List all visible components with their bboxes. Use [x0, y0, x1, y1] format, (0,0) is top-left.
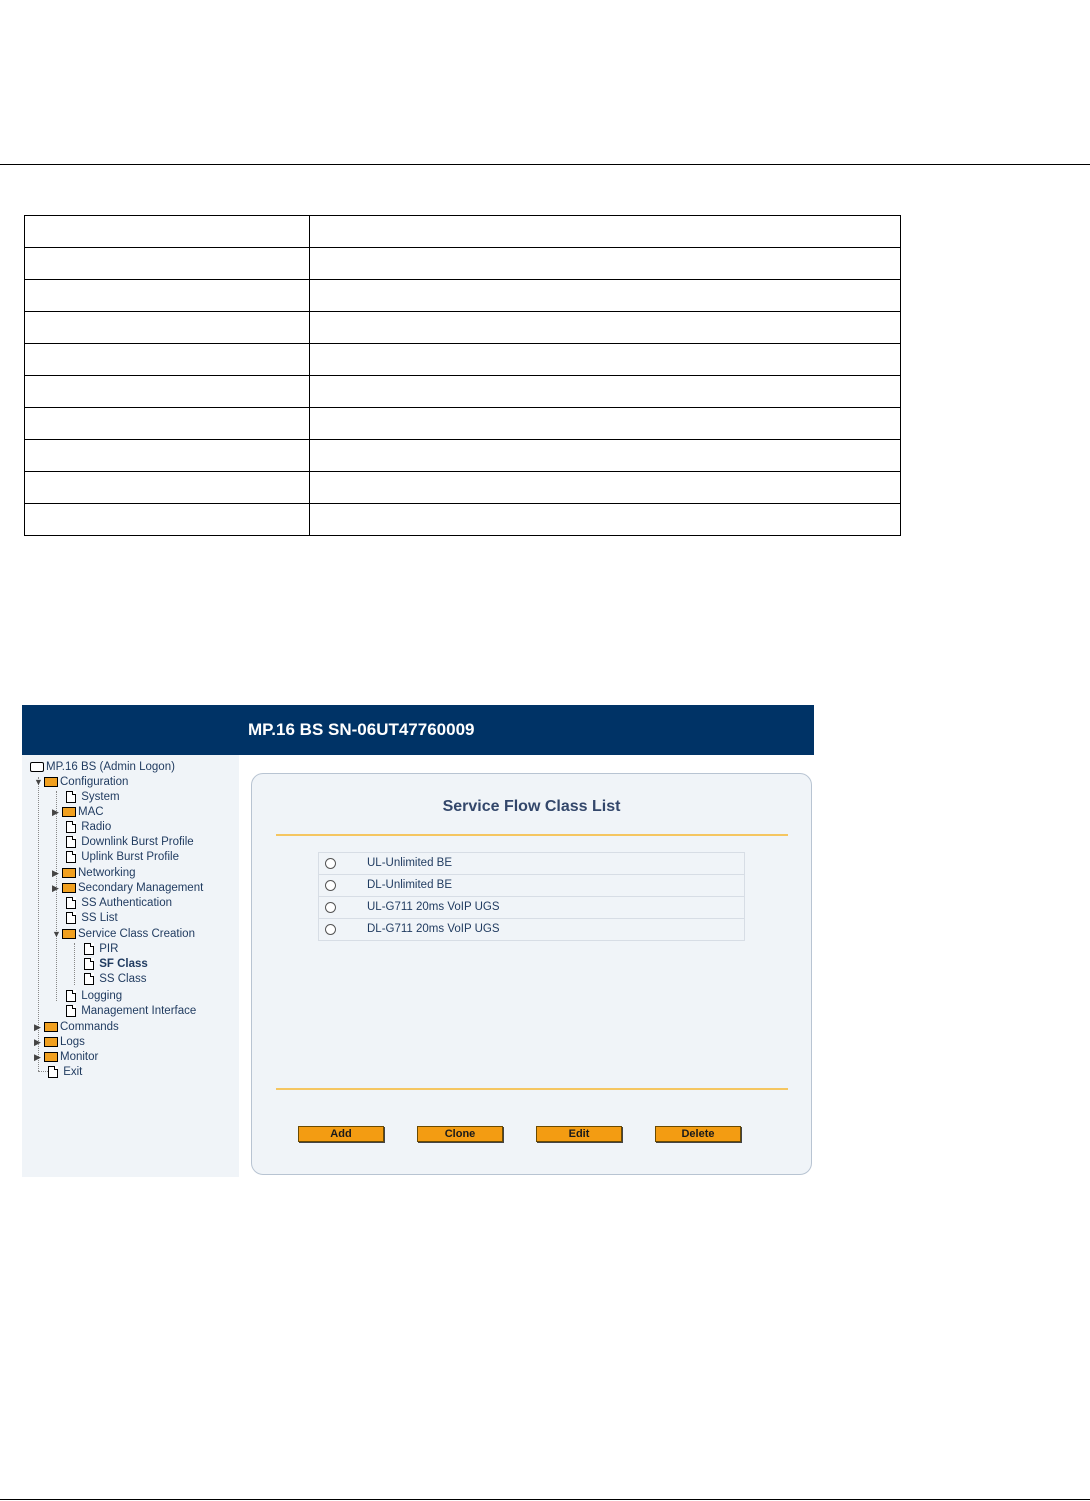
- tree-item-configuration[interactable]: [34, 775, 128, 789]
- footer-rule: [0, 1499, 1090, 1500]
- document-icon: [66, 897, 76, 909]
- radio-button[interactable]: [325, 924, 336, 935]
- radio-button[interactable]: [325, 880, 336, 891]
- divider: [276, 834, 788, 836]
- tree-item-uplink-burst-profile[interactable]: [66, 850, 179, 864]
- table-row: [25, 344, 901, 376]
- tree-item-label: System: [81, 791, 120, 803]
- service-flow-class-list: [318, 852, 745, 941]
- delete-button[interactable]: Delete: [655, 1126, 741, 1142]
- tree-item-ss-authentication[interactable]: [66, 896, 172, 910]
- tree-item-label: Networking: [78, 867, 136, 880]
- tree-item-label: Service Class Creation: [78, 928, 195, 941]
- document-icon: [84, 943, 94, 955]
- expanded-arrow-icon: ▼: [34, 777, 43, 787]
- document-icon: [66, 821, 76, 833]
- folder-icon: [62, 883, 76, 893]
- tree-item-label: SS List: [81, 912, 118, 924]
- table-cell: [310, 440, 901, 472]
- banner-title: MP.16 BS SN-06UT47760009: [248, 720, 475, 739]
- table-cell: [25, 216, 310, 248]
- collapsed-arrow-icon: ▶: [52, 883, 59, 893]
- list-item[interactable]: [318, 852, 745, 874]
- folder-icon: [62, 868, 76, 878]
- tree-item-label: Monitor: [60, 1051, 99, 1064]
- tree-root-label: MP.16 BS (Admin Logon): [46, 761, 175, 773]
- radio-button[interactable]: [325, 902, 336, 913]
- computer-icon: [30, 762, 44, 772]
- collapsed-arrow-icon: ▶: [34, 1037, 41, 1047]
- tree-item-label: Uplink Burst Profile: [81, 851, 179, 863]
- document-icon: [48, 1066, 58, 1078]
- tree-item-radio[interactable]: [66, 820, 111, 834]
- app-banner: [22, 705, 814, 755]
- tree-item-ss-list[interactable]: [66, 911, 118, 925]
- document-icon: [66, 1005, 76, 1017]
- collapsed-arrow-icon: ▶: [52, 868, 59, 878]
- collapsed-arrow-icon: ▶: [34, 1022, 41, 1032]
- table-row: [25, 408, 901, 440]
- table-row: [25, 504, 901, 536]
- document-icon: [66, 912, 76, 924]
- table-cell: [25, 376, 310, 408]
- folder-icon: [44, 1037, 58, 1047]
- tree-item-label: SF Class: [99, 958, 148, 970]
- list-item-label: DL-Unlimited BE: [367, 879, 452, 891]
- header-rule: [0, 164, 1090, 165]
- table-cell: [25, 248, 310, 280]
- table-cell: [310, 248, 901, 280]
- list-item[interactable]: [318, 896, 745, 918]
- tree-connector: [56, 791, 57, 1001]
- table-cell: [25, 504, 310, 536]
- table-cell: [310, 408, 901, 440]
- divider: [276, 1088, 788, 1090]
- tree-item-networking[interactable]: [52, 866, 136, 880]
- tree-item-label: Configuration: [60, 776, 129, 789]
- table-cell: [25, 408, 310, 440]
- folder-icon: [62, 807, 76, 817]
- document-icon: [66, 836, 76, 848]
- tree-connector: [74, 943, 75, 985]
- app-screenshot: [22, 705, 814, 1177]
- tree-item-management-interface[interactable]: [66, 1004, 196, 1018]
- folder-icon: [44, 1022, 58, 1032]
- document-icon: [66, 791, 76, 803]
- tree-item-system[interactable]: [66, 790, 120, 804]
- document-icon: [84, 973, 94, 985]
- service-flow-class-panel: [251, 773, 812, 1175]
- table-cell: [25, 312, 310, 344]
- tree-item-label: SS Class: [99, 973, 147, 985]
- tree-item-label: Secondary Management: [78, 882, 204, 895]
- table-row: [25, 280, 901, 312]
- tree-item-label: SS Authentication: [81, 897, 172, 909]
- table-cell: [310, 280, 901, 312]
- list-item[interactable]: [318, 874, 745, 896]
- panel-title: Service Flow Class List: [442, 798, 621, 815]
- table-row: [25, 376, 901, 408]
- add-button[interactable]: Add: [298, 1126, 384, 1142]
- table-cell: [310, 376, 901, 408]
- tree-item-exit[interactable]: [48, 1065, 82, 1079]
- open-folder-icon: [44, 777, 58, 787]
- tree-item-label: Exit: [63, 1066, 83, 1078]
- table-cell: [25, 472, 310, 504]
- tree-item-label: Management Interface: [81, 1005, 197, 1017]
- tree-item-label: Radio: [81, 821, 112, 833]
- tree-item-logs[interactable]: [34, 1035, 85, 1049]
- folder-icon: [44, 1052, 58, 1062]
- tree-item-commands[interactable]: [34, 1020, 119, 1034]
- table-cell: [310, 504, 901, 536]
- list-item-label: UL-G711 20ms VoIP UGS: [367, 901, 500, 913]
- list-item-label: UL-Unlimited BE: [367, 857, 452, 869]
- document-icon: [66, 990, 76, 1002]
- tree-item-label: Downlink Burst Profile: [81, 836, 194, 848]
- tree-item-mac[interactable]: [52, 805, 104, 819]
- list-item[interactable]: [318, 918, 745, 941]
- tree-root[interactable]: [30, 760, 175, 774]
- table-cell: [310, 216, 901, 248]
- table-cell: [25, 280, 310, 312]
- open-folder-icon: [62, 929, 76, 939]
- navigation-tree: [22, 755, 239, 1177]
- tree-item-ss-class[interactable]: [84, 972, 147, 986]
- tree-item-label: Logging: [81, 990, 123, 1002]
- document-icon: [84, 958, 94, 970]
- collapsed-arrow-icon: ▶: [52, 807, 59, 817]
- table-row: [25, 248, 901, 280]
- tree-item-label: PIR: [99, 943, 119, 955]
- tree-item-label: Commands: [60, 1021, 119, 1034]
- table-row: [25, 312, 901, 344]
- radio-button[interactable]: [325, 858, 336, 869]
- expanded-arrow-icon: ▼: [52, 929, 61, 939]
- table-cell: [310, 344, 901, 376]
- edit-button[interactable]: Edit: [536, 1126, 622, 1142]
- table-row: [25, 216, 901, 248]
- tree-item-label: MAC: [78, 806, 104, 819]
- tree-item-downlink-burst-profile[interactable]: [66, 835, 194, 849]
- tree-item-monitor[interactable]: [34, 1050, 98, 1064]
- collapsed-arrow-icon: ▶: [34, 1052, 41, 1062]
- tree-item-sf-class[interactable]: [84, 957, 148, 971]
- document-icon: [66, 851, 76, 863]
- table-row: [25, 472, 901, 504]
- tree-item-pir[interactable]: [84, 942, 118, 956]
- table-cell: [25, 440, 310, 472]
- table-cell: [310, 472, 901, 504]
- tree-item-secondary-management[interactable]: [52, 881, 203, 895]
- tree-item-label: Logs: [60, 1036, 85, 1049]
- document-table: [24, 215, 901, 536]
- table-row: [25, 440, 901, 472]
- tree-item-logging[interactable]: [66, 989, 122, 1003]
- clone-button[interactable]: Clone: [417, 1126, 503, 1142]
- tree-item-service-class-creation[interactable]: [52, 927, 195, 941]
- list-item-label: DL-G711 20ms VoIP UGS: [367, 923, 500, 935]
- table-cell: [310, 312, 901, 344]
- table-cell: [25, 344, 310, 376]
